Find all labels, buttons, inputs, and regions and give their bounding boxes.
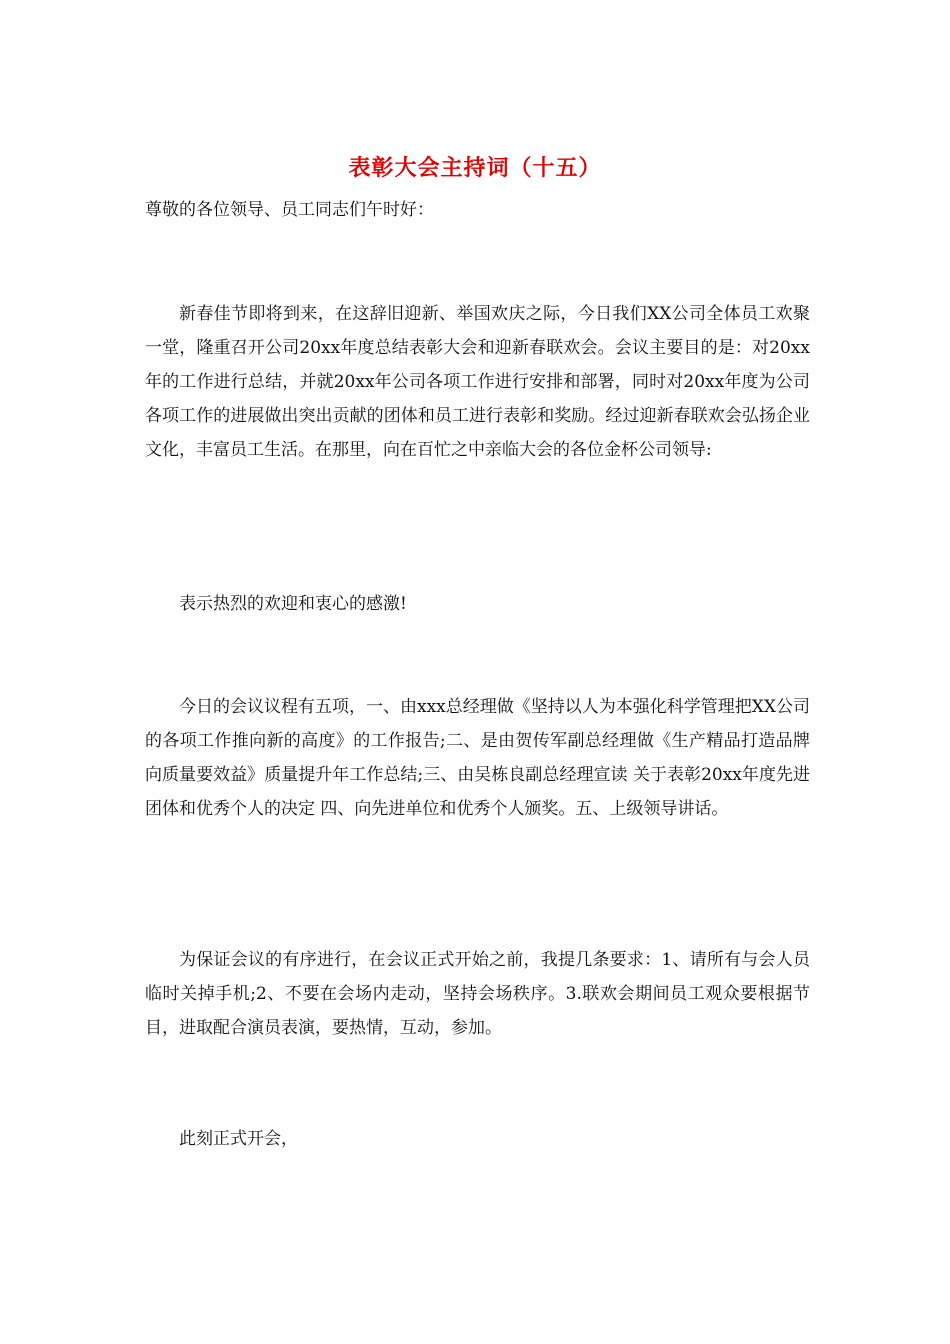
- paragraph-agenda: 今日的会议议程有五项，一、由xxx总经理做《坚持以人为本强化科学管理把XX公司的各项工作推向新的高度》的工作报告;二、是由贺传军副总经理做《生产精品打造品牌向质量要效益》质量提升年工作总结;三、由吴栋良副总经理宣读 关于表彰20xx年度先进团体和优秀个人的决定 四、向先进单位和优秀个人颁奖。五、上级领导讲话。: [145, 697, 810, 819]
- document-title: 表彰大会主持词（十五）: [348, 155, 602, 181]
- paragraph-welcome: 表示热烈的欢迎和衷心的感激!: [179, 594, 407, 614]
- paragraph-opening: 新春佳节即将到来，在这辞旧迎新、举国欢庆之际，今日我们XX公司全体员工欢聚一堂，隆重召开公司20xx年度总结表彰大会和迎新春联欢会。会议主要目的是：对20xx年的工作进行总结，并就20xx年公司各项工作进行安排和部署，同时对20xx年度为公司各项工作的进展做出突出贡献的团体和员工进行表彰和奖励。经过迎新春联欢会弘扬企业文化，丰富员工生活。在那里，向在百忙之中亲临大会的各位金杯公司领导:: [145, 304, 810, 460]
- paragraph-requirements: 为保证会议的有序进行，在会议正式开始之前，我提几条要求：1、请所有与会人员临时关掉手机;2、不要在会场内走动，坚持会场秩序。3.联欢会期间员工观众要根据节目，进取配合演员表演，要热情，互动，参加。: [145, 950, 810, 1038]
- paragraph-closing: 此刻正式开会，: [179, 1129, 298, 1149]
- greeting-line: 尊敬的各位领导、员工同志们午时好：: [145, 200, 434, 220]
